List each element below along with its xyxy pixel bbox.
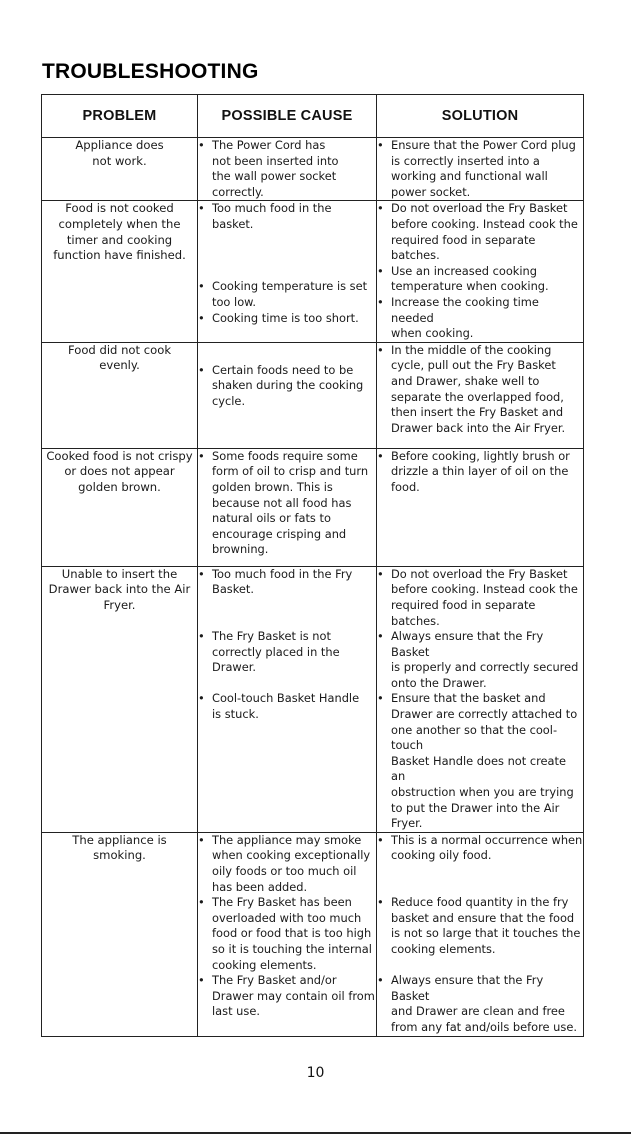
text-line: obstruction when you are trying <box>391 785 574 800</box>
text-line: Basket. <box>212 582 255 597</box>
text-line: Food is not cooked <box>65 201 174 216</box>
text-line: required food in separate <box>391 232 536 247</box>
page-number: 10 <box>306 1065 325 1081</box>
text-line: Drawer back into the Air Fryer. <box>391 420 566 435</box>
text-line: not work. <box>92 153 147 168</box>
bullet-icon: • <box>377 294 384 309</box>
solution-item <box>377 264 583 295</box>
spacer <box>377 958 583 974</box>
text-line: too low. <box>212 294 257 309</box>
text-line: to put the Drawer into the Air Fryer. <box>391 800 560 831</box>
text-line: completely when the <box>58 216 181 231</box>
bullet-icon: • <box>198 832 205 847</box>
solution-cell <box>377 201 584 342</box>
bullet-icon: • <box>377 832 384 847</box>
table-row <box>42 138 584 201</box>
text-line: Drawer may contain oil from <box>212 988 375 1003</box>
text-line: drizzle a thin layer of oil on the <box>391 464 569 479</box>
bullet-icon: • <box>198 362 205 377</box>
text-line: Some foods require some <box>212 448 358 463</box>
text-line: cooking elements. <box>212 957 317 972</box>
text-line: required food in separate <box>391 597 536 612</box>
solution-item <box>377 201 583 263</box>
text-line: Do not overload the Fry Basket <box>391 566 568 581</box>
text-line: Cooked food is not crispy <box>46 448 193 463</box>
cause-item <box>198 567 376 598</box>
text-line: when cooking exceptionally <box>212 848 371 863</box>
table-row <box>42 448 584 566</box>
text-line: This is a normal occurrence when <box>391 832 583 847</box>
cause-item <box>198 629 376 676</box>
text-line: browning. <box>212 542 269 557</box>
text-line: working and functional wall <box>391 169 548 184</box>
solution-item <box>377 629 583 691</box>
table-row <box>42 201 584 342</box>
solution-cell <box>377 832 584 1036</box>
bullet-icon: • <box>377 895 384 910</box>
cause-item <box>198 449 376 558</box>
text-line: evenly. <box>99 358 140 373</box>
text-line: last use. <box>212 1004 260 1019</box>
text-line: correctly placed in the <box>212 644 340 659</box>
text-line: Always ensure that the Fry Basket <box>391 629 544 659</box>
text-line: before cooking. Instead cook the <box>391 216 578 231</box>
text-line: Cooking temperature is set <box>212 279 368 294</box>
text-line: Fryer. <box>103 597 136 612</box>
text-line: Appliance does <box>75 138 164 152</box>
bullet-icon: • <box>377 629 384 644</box>
cause-item <box>198 833 376 895</box>
text-line: basket and ensure that the food <box>391 910 575 925</box>
solution-item <box>377 895 583 957</box>
table-row <box>42 342 584 448</box>
text-line: shaken during the cooking <box>212 378 364 393</box>
text-line: has been added. <box>212 879 308 894</box>
problem-column-header: PROBLEM <box>42 95 198 138</box>
solution-item <box>377 567 583 629</box>
solution-item <box>377 343 583 437</box>
solution-item <box>377 449 583 496</box>
spacer <box>198 598 376 629</box>
text-line: Too much food in the Fry <box>212 566 353 581</box>
text-line: golden brown. <box>78 479 161 494</box>
text-line: natural oils or fats to <box>212 511 331 526</box>
bullet-icon: • <box>377 973 384 988</box>
cause-item <box>198 138 376 200</box>
text-line: Certain foods need to be <box>212 362 354 377</box>
bullet-icon: • <box>198 895 205 910</box>
bullet-icon: • <box>198 310 205 325</box>
text-line: The appliance may smoke <box>212 832 362 847</box>
text-line: and Drawer are clean and free <box>391 1004 565 1019</box>
bullet-icon: • <box>198 566 205 581</box>
problem-cell <box>42 138 198 201</box>
text-line: cycle, pull out the Fry Basket <box>391 358 556 373</box>
cause-cell <box>198 138 377 201</box>
cause-item <box>198 363 376 410</box>
cause-item <box>198 691 376 722</box>
text-line: Food did not cook <box>67 342 172 357</box>
text-line: or does not appear <box>64 464 175 479</box>
problem-cell <box>42 832 198 1036</box>
text-line: Ensure that the basket and <box>391 691 546 706</box>
spacer <box>198 233 376 280</box>
text-line: when cooking. <box>391 326 474 341</box>
text-line: In the middle of the cooking <box>391 342 552 357</box>
cause-cell <box>198 566 377 832</box>
text-line: is correctly inserted into a <box>391 153 540 168</box>
bullet-icon: • <box>198 279 205 294</box>
text-line: so it is touching the internal <box>212 941 372 956</box>
text-line: The Fry Basket is not <box>212 629 331 644</box>
problem-cell <box>42 566 198 832</box>
cause-column-header: POSSIBLE CAUSE <box>198 95 377 138</box>
text-line: Drawer are correctly attached to <box>391 707 578 722</box>
troubleshooting-table <box>41 94 584 1037</box>
text-line: cooking oily food. <box>391 848 492 863</box>
text-line: power socket. <box>391 184 471 199</box>
cause-item <box>198 279 376 310</box>
bullet-icon: • <box>377 263 384 278</box>
footer-rule <box>0 1132 631 1134</box>
text-line: batches. <box>391 248 440 263</box>
text-line: temperature when cooking. <box>391 279 549 294</box>
text-line: and Drawer, shake well to <box>391 373 540 388</box>
bullet-icon: • <box>198 691 205 706</box>
text-line: The appliance is <box>72 832 167 847</box>
text-line: encourage crisping and <box>212 526 347 541</box>
text-line: one another so that the cool-touch <box>391 722 558 753</box>
text-line: correctly. <box>212 184 264 199</box>
text-line: Always ensure that the Fry Basket <box>391 973 544 1003</box>
solution-cell <box>377 138 584 201</box>
text-line: before cooking. Instead cook the <box>391 582 578 597</box>
text-line: cooking elements. <box>391 941 496 956</box>
text-line: batches. <box>391 613 440 628</box>
bullet-icon: • <box>377 691 384 706</box>
text-line: Drawer back into the Air <box>48 582 191 597</box>
text-line: is properly and correctly secured <box>391 660 579 675</box>
problem-cell <box>42 342 198 448</box>
text-line: Before cooking, lightly brush or <box>391 448 570 463</box>
bullet-icon: • <box>198 138 205 152</box>
text-line: the wall power socket <box>212 169 337 184</box>
text-line: is not so large that it touches the <box>391 926 581 941</box>
bullet-icon: • <box>198 201 205 216</box>
solution-item <box>377 295 583 342</box>
solution-item <box>377 833 583 864</box>
cause-item <box>198 201 376 232</box>
bullet-icon: • <box>377 138 384 152</box>
spacer <box>198 343 376 363</box>
page-heading: TROUBLESHOOTING <box>42 60 259 83</box>
text-line: not been inserted into <box>212 153 339 168</box>
text-line: Use an increased cooking <box>391 263 537 278</box>
text-line: from any fat and/oils before use. <box>391 1019 577 1034</box>
text-line: golden brown. This is <box>212 479 333 494</box>
bullet-icon: • <box>198 973 205 988</box>
problem-cell <box>42 448 198 566</box>
solution-cell <box>377 342 584 448</box>
solution-cell <box>377 448 584 566</box>
text-line: timer and cooking <box>66 232 173 247</box>
bullet-icon: • <box>377 448 384 463</box>
bullet-icon: • <box>198 629 205 644</box>
table-row <box>42 566 584 832</box>
text-line: The Fry Basket has been <box>212 895 352 910</box>
text-line: Unable to insert the <box>61 566 178 581</box>
solution-item <box>377 691 583 831</box>
text-line: Increase the cooking time needed <box>391 294 539 325</box>
text-line: overloaded with too much <box>212 910 362 925</box>
text-line: Ensure that the Power Cord plug <box>391 138 576 152</box>
text-line: form of oil to crisp and turn <box>212 464 369 479</box>
text-line: separate the overlapped food, <box>391 389 564 404</box>
solution-item <box>377 973 583 1035</box>
bullet-icon: • <box>198 448 205 463</box>
table-header-row <box>42 95 584 138</box>
bullet-icon: • <box>377 566 384 581</box>
table-row <box>42 832 584 1036</box>
text-line: function have finished. <box>53 248 186 263</box>
solution-item <box>377 138 583 200</box>
cause-item <box>198 311 376 327</box>
bullet-icon: • <box>377 342 384 357</box>
text-line: onto the Drawer. <box>391 675 487 690</box>
text-line: The Fry Basket and/or <box>212 973 337 988</box>
text-line: because not all food has <box>212 495 352 510</box>
cause-item <box>198 895 376 973</box>
cause-item <box>198 973 376 1020</box>
cause-cell <box>198 342 377 448</box>
spacer <box>198 676 376 692</box>
solution-column-header: SOLUTION <box>377 95 584 138</box>
spacer <box>377 864 583 895</box>
text-line: is stuck. <box>212 707 259 722</box>
text-line: Drawer. <box>212 660 257 675</box>
text-line: food or food that is too high <box>212 926 372 941</box>
text-line: Basket Handle does not create an <box>391 753 566 784</box>
text-line: then insert the Fry Basket and <box>391 405 564 420</box>
cause-cell <box>198 832 377 1036</box>
cause-cell <box>198 448 377 566</box>
bullet-icon: • <box>377 201 384 216</box>
cause-cell <box>198 201 377 342</box>
text-line: Reduce food quantity in the fry <box>391 895 569 910</box>
text-line: Do not overload the Fry Basket <box>391 201 568 216</box>
text-line: Cooking time is too short. <box>212 310 359 325</box>
text-line: food. <box>391 479 420 494</box>
text-line: Too much food in the basket. <box>212 201 332 231</box>
text-line: smoking. <box>93 848 146 863</box>
problem-cell <box>42 201 198 342</box>
text-line: cycle. <box>212 393 246 408</box>
solution-cell <box>377 566 584 832</box>
text-line: Cool-touch Basket Handle <box>212 691 360 706</box>
text-line: The Power Cord has <box>212 138 326 152</box>
text-line: oily foods or too much oil <box>212 864 357 878</box>
